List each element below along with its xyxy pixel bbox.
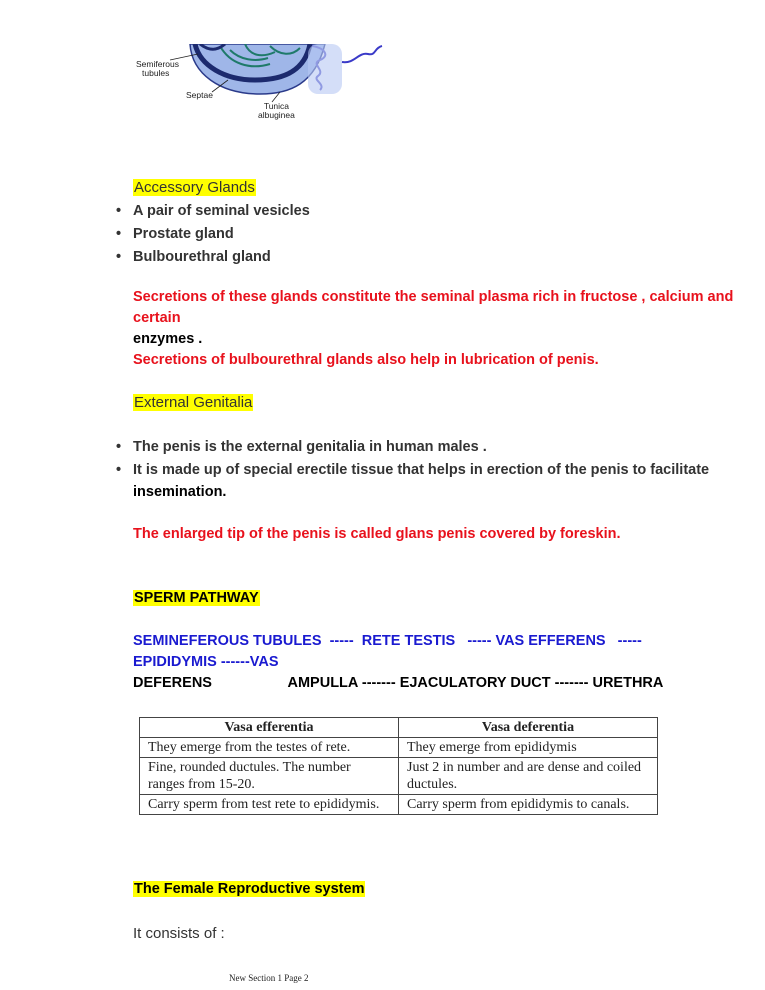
pathway-rest: AMPULLA ------- EJACULATORY DUCT ------- URETHRA bbox=[287, 675, 664, 691]
female-intro: It consists of : bbox=[133, 925, 225, 942]
table-cell: Carry sperm from epididymis to canals. bbox=[399, 795, 658, 815]
sperm-heading: SPERM PATHWAY bbox=[134, 590, 259, 606]
table-header: Vasa deferentia bbox=[399, 718, 658, 738]
list-item: • The penis is the external genitalia in human males . bbox=[113, 436, 753, 459]
external-list bbox=[113, 436, 753, 482]
page-footer: New Section 1 Page 2 bbox=[229, 973, 309, 983]
accessory-heading: Accessory Glands bbox=[134, 179, 255, 196]
list-item: • A pair of seminal vesicles bbox=[113, 200, 310, 223]
table-row bbox=[140, 795, 658, 815]
table-cell: Just 2 in number and are dense and coiled ductules. bbox=[399, 758, 658, 795]
external-red-note: The enlarged tip of the penis is called glans penis covered by foreskin. bbox=[133, 526, 621, 542]
table-header-row bbox=[140, 718, 658, 738]
label-tunica: Tunica albuginea bbox=[258, 101, 295, 120]
external-continuation: insemination. bbox=[133, 484, 227, 500]
table-cell: Fine, rounded ductules. The number ranges from 15-20. bbox=[140, 758, 399, 795]
list-item: • It is made up of special erectile tissue that helps in erection of the penis to facilitate bbox=[113, 459, 753, 482]
table-cell: Carry sperm from test rete to epididymis. bbox=[140, 795, 399, 815]
female-heading: The Female Reproductive system bbox=[134, 881, 365, 897]
label-septae: Septae bbox=[186, 90, 213, 100]
table-header: Vasa efferentia bbox=[140, 718, 399, 738]
table-row bbox=[140, 758, 658, 795]
pathway-deferens: DEFERENS bbox=[133, 675, 212, 691]
table-cell: They emerge from epididymis bbox=[399, 738, 658, 758]
testis-diagram bbox=[130, 44, 410, 128]
list-item: • Bulbourethral gland bbox=[113, 246, 310, 269]
list-item: • Prostate gland bbox=[113, 223, 310, 246]
table-cell: They emerge from the testes of rete. bbox=[140, 738, 399, 758]
accessory-notes: Secretions of these glands constitute the seminal plasma rich in fructose , calcium and certain enzymes . Secretions of bulbourethral glands also help in lubrication of penis. bbox=[133, 289, 734, 368]
vasa-comparison-table bbox=[139, 717, 658, 815]
label-seminiferous: Semiferous tubules bbox=[136, 59, 179, 78]
table-row bbox=[140, 738, 658, 758]
external-heading: External Genitalia bbox=[134, 394, 253, 411]
accessory-list bbox=[113, 200, 310, 269]
sperm-pathway: SEMINEFEROUS TUBULES ----- RETE TESTIS ----- VAS EFFERENS ----- EPIDIDYMIS ------VAS DEFERENS AMPULLA ------- EJACULATORY DUCT ------- URETHRA bbox=[133, 633, 664, 691]
